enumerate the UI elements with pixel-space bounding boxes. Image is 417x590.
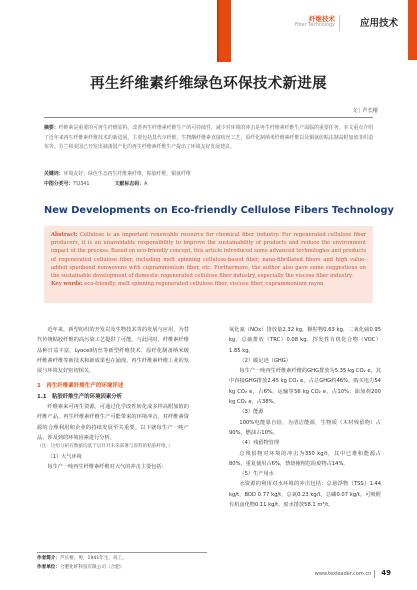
header-category-en: Fiber Technology [294,23,335,28]
body-paragraph: 水资源的利用对水环境的冲击包括：总悬浮物（TSS）1.44 kg/t，BOD 0.77 kg/t，总氮0.23 kg/t，总磷0.07 kg/t，可吸附有机卤化物0.11 kg/t，废水排放58.1 m³/t。 [229,481,381,509]
subheading-residue: （4）残留物管理 [239,440,280,447]
page-footer [315,569,391,578]
body-paragraph: 总残留物对环境的冲击为350 kg/t，其中已堆积能源占80%，重复使用占6%，禁烧掩埋危险废物占14%。 [229,450,381,467]
body-paragraph: 100%电能靠自给，为清洁能源，生物质（木材残留物）占90%，燃油占10%。 [229,419,381,436]
header-category-cn: 纤维技术 [309,15,335,23]
subheading-atmosphere: （1）大气环境 [47,454,82,461]
abstract-cn [44,124,373,153]
page-header [217,0,417,60]
title-rule [44,117,373,118]
page-number: 49 [381,569,391,577]
keywords-cn [44,170,373,180]
section-1-heading: 1 再生纤维素纤维生产的环境评述 [37,383,124,390]
body-paragraph: 每生产一吨再生纤维素纤维的GHG排放为5.35 kg CO₂ e，其中直接GHG排放2.45 kg CO₂ e，占总GHG约46%，购买电力54 kg CO₂ e，占6%；运输等56 kg CO₂ e，占10%；油加剂200 kg CO₂ e，占38%。 [229,368,381,406]
body-paragraph: 纤维素来可再生资源，可通过化学改性转化成多样高附加值的纤维产品。再生纤维素纤维生产可能带来的环境冲击，对纤维素资源的合理利用和企业的持续发展至关重要。以下就每生产一吨产品，涉及到的环境因素进行分析。 [37,404,189,441]
header-divider [339,15,340,31]
abstract-cn-text: 纤维素是重要的可再生纤维原料。改善再生纤维素纤维生产的可持续性，减少对环境的冲击是再生纤维素纤维生产面临的重要任务。本文重点介绍了近年来再生纤维素纤维技术的新进展，主要包括莫代尔纤维，生物酶纤维素直接纺丝工艺，原纤化制纳米纤维素纤维以及铜氨纺粘法制高附加值非织造布等。芬兰和美国已开发出制备国产化的再生纤维素纤维生产提出了环境友好发展建议。 [44,125,373,151]
doc-code-label: 文献标志码： [114,181,145,187]
note-paragraph: （注：这组分析有数据均基于以针对未来部署与原料的粘胶纤维。） [37,444,173,450]
footer-url: www.texleader.com.cn [314,571,372,577]
author-unit-label: 作者单位： [37,564,60,570]
keywords-en-label: Key words: [51,281,83,288]
author-info-text: 芦长椿，男，1941年生，高工。 [59,556,127,561]
subheading-water: （5）生产用水 [239,471,274,478]
article-title-cn: 再生纤维素纤维绿色环保技术新进展 [90,76,327,92]
keywords-en-text: eco-friendly, melt spinning regenerated cellulose fiber, viscose fiber, cuprammonium rayon [84,281,324,288]
classification-line [44,180,373,190]
abstract-cn-label: 摘要： [44,125,59,131]
body-right-column [229,325,381,510]
body-left-column [37,325,189,473]
author-info-label: 作者简介： [37,556,60,561]
body-paragraph: 每生产一吨再生纤维素纤维对大气的冲击主要包括： [47,464,167,471]
abstract-en-text: Cellulose is an important renewable resource for chemical fiber industry. For regenerated cellulose fiber producers, it is an unavoidable responsibility to improve the sustainability of products and reduce the environment impact of the process. Based on eco-friendly concept, this article introduced some advanced technologies and products of regenerated cellulose fiber, including melt spinning cellulose-based fiber, nano-fibrillated fibers and high value-added spunbond nonwovens with cuprammonium fiber, etc. Furthermore, the author also gave some suggestions on the sustainable development of domestic regenerated cellulose fiber industry, especially the viscose fiber industry. [51,232,366,280]
author-line: 文｜芦长椿 [352,108,378,114]
header-tab [408,0,417,60]
subheading-carbon: （2）碳足迹（GHG） [239,357,291,364]
subheading-energy: （3）能源 [239,409,264,416]
classification-value: TQ341 [73,181,90,187]
author-info [37,552,207,572]
doc-code-value: A [144,181,148,187]
section-1-1-heading: 1.1 粘胶纤维生产的环境因素分析 [37,393,123,400]
header-accent-bar [217,0,231,62]
keywords-cn-label: 关键词： [44,171,64,177]
footer-separator [374,570,375,578]
article-title-en: New Developments on Eco-friendly Cellulose Fibers Technology [44,205,394,216]
abstract-en-label: Abstract: [51,232,78,238]
author-unit-text: 合肥化纤科技有限公司（合肥） [59,564,125,570]
keywords-cn-text: 环境友好；绿色生态再生纤维素纤维，粘胶纤维，铜氨纤维 [63,171,191,177]
abstract-en-box [44,226,373,303]
classification-label: 中图分类号： [44,181,74,187]
intro-paragraph: 近年来，新型纺织的开发以及生物技术等的发展与应用，为替代传统粘胶纤维的高污染工艺提供了可能。与此同时，纤维素纤维品种日益丰富，Lyocell纺丝等新型纤维技术、原纤化制备纳米级纤维素纤维等新技术和新成果也在涌现。再生纤维素纤维工业的发展与环境友好密切相关。 [37,327,189,375]
author-info-rule [37,552,207,553]
header-section-title: 应用技术 [359,18,398,29]
body-paragraph: 氧化氮（NOx）排放量2.32 kg，颗粒物0.63 kg，二氧化硫0.95 kg，总硫排放（TRC）0.08 kg，挥发性有机化合物（VOC）1.85 kg。 [229,327,381,354]
